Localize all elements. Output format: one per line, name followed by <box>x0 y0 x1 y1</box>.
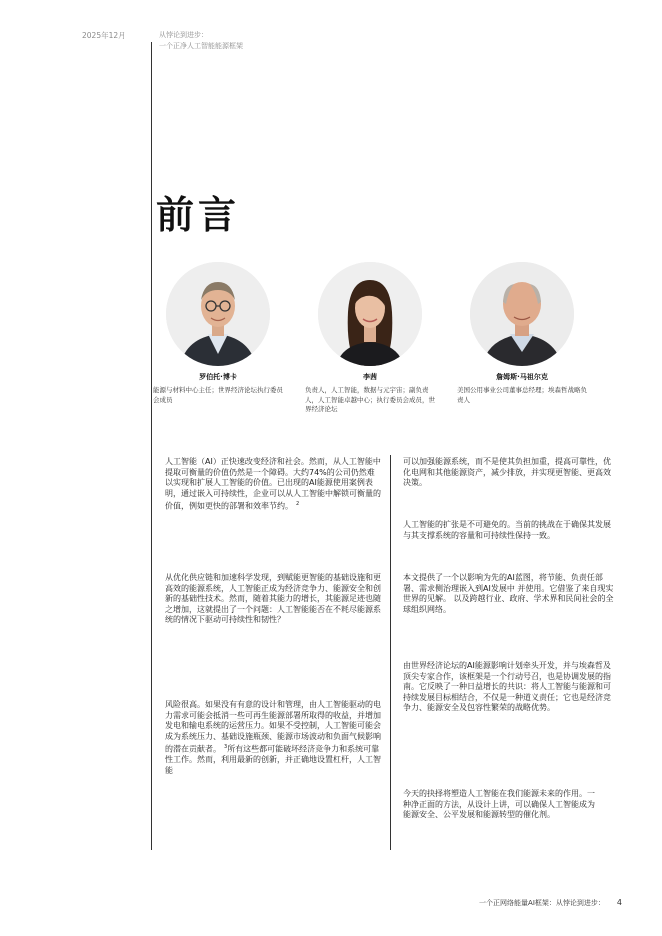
footnote-ref-2: 2 <box>296 501 300 507</box>
right-paragraph-4: 由世界经济论坛的AI能源影响计划牵头开发，并与埃森哲及顶尖专家合作，该框架是一个行动号召，也是协调发展的指南。它反映了一种日益增长的共识：将人工智能与能源和可持续发展目标相结合，不仅是一种道义责任；它也是经济竞争力、能源安全及包容性繁荣的战略优势。 <box>403 661 611 712</box>
left-paragraph-1-text: 人工智能（AI）正快速改变经济和社会。然而，从人工智能中提取可衡量的价值仍然是一个障碍。大约74%的公司仍然难以实现和扩展人工智能的价值。已出现的AI能源使用案例表明，通过嵌入可持续性，企业可以从人工智能中解锁可衡量的价值，例如更快的部署和效率节约。 <box>165 457 381 511</box>
author-name-1: 罗伯托·博卡 <box>199 373 237 381</box>
author-role-1: 能源与材料中心主任；世界经济论坛执行委员会成员 <box>153 386 283 404</box>
left-paragraph-1 <box>165 457 381 512</box>
author-name-3: 詹姆斯·马祖尔克 <box>496 373 548 381</box>
page-number: 4 <box>616 898 622 907</box>
footnote-ref-3: 3 <box>224 744 228 750</box>
report-date: 2025年12月 <box>82 31 126 40</box>
right-paragraph-1: 可以加强能源系统，而不是使其负担加重，提高可靠性，优化电网和其他能源资产，减少排放，并实现更智能、更高效决策。 <box>403 457 611 487</box>
running-title-line-1: 从悖论到进步： <box>159 31 208 39</box>
running-title <box>159 30 359 52</box>
author-card-2 <box>305 262 435 415</box>
author-role-3: 美国公用事业公司董事总经理；埃森哲战略负责人 <box>457 386 587 404</box>
right-paragraph-2: 人工智能的扩张是不可避免的。当前的挑战在于确保其发展与其支撑系统的容量和可持续性保持一致。 <box>403 520 611 540</box>
author-card-3 <box>457 262 587 405</box>
author-photo-3 <box>470 262 574 366</box>
running-title-line-2: 一个正净人工智能能源框架 <box>159 42 243 50</box>
author-photo-2 <box>318 262 422 366</box>
author-role-2: 负责人，人工智能，数据与元宇宙；副负责人，人工智能卓越中心；执行委员会成员，世界经济论坛 <box>305 386 435 413</box>
left-paragraph-3 <box>165 700 381 776</box>
footer-running-title: 一个正网络能量AI框架：从悖论到进步： <box>479 899 605 907</box>
author-card-1 <box>153 262 283 405</box>
column-rule <box>390 455 391 850</box>
margin-rule <box>151 42 152 850</box>
left-paragraph-3-tail: 所有这些都可能破坏经济竞争力和系统可靠性工作。然而，利用最新的创新，并正确地设置杠杆，人工智能 <box>165 744 381 775</box>
left-paragraph-2: 从优化供应链和加速科学发现，到赋能更智能的基础设施和更高效的能源系统，人工智能正成为经济竞争力、能源安全和创新的基础性技术。然而，随着其能力的增长，其能源足迹也随之增加，这就提出了一个问题：人工智能能否在不耗尽能源系统的情况下驱动可持续性和韧性？ <box>165 573 381 624</box>
page-title: 前言 <box>156 193 241 237</box>
author-name-2: 李茜 <box>363 373 377 381</box>
left-paragraph-3-text: 风险很高。如果没有有意的设计和管理，由人工智能驱动的电力需求可能会抵消一些可再生能源部署所取得的收益，并增加发电和输电系统的运营压力。如果不受控制，人工智能可能会成为系统压力、基础设施瓶颈、能源市场波动和负面气候影响的潜在贡献者。 <box>165 700 381 754</box>
right-paragraph-3: 本文提供了一个以影响为先的AI蓝图，将节能、负责任部署、需求侧治理嵌入到AI发展中 并使用。它借鉴了来自现实世界的见解。 以及跨越行业、政府、学术界和民间社会的全球组织网络。 <box>403 573 614 614</box>
right-paragraph-5: 今天的抉择将塑造人工智能在我们能源未来的作用。一种净正面的方法，从设计上讲，可以确保人工智能成为能源安全、公平发展和能源转型的催化剂。 <box>403 789 595 819</box>
footer <box>479 898 622 908</box>
author-photo-1 <box>166 262 270 366</box>
